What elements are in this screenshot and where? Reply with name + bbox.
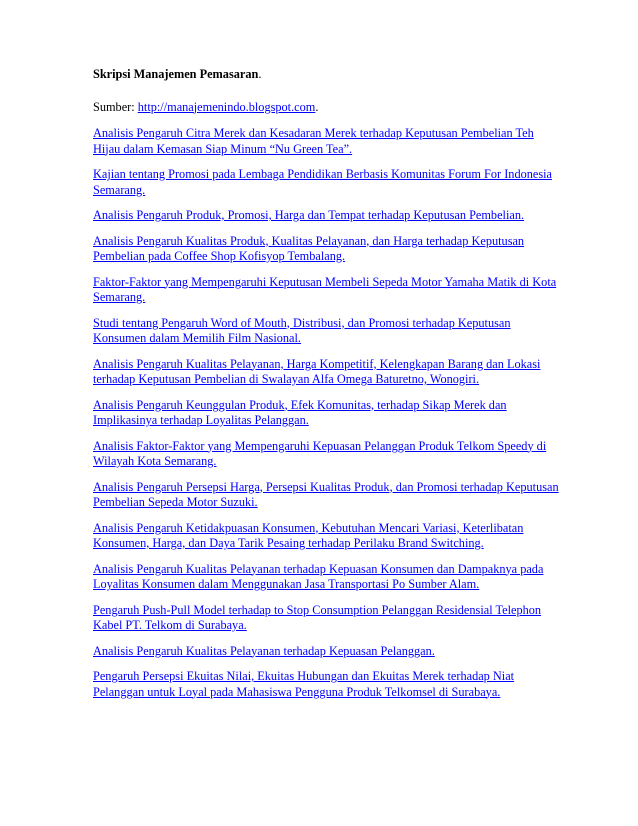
list-item [93,357,563,388]
list-item [93,167,563,198]
thesis-link[interactable]: Faktor-Faktor yang Mempengaruhi Keputusan Membeli Sepeda Motor Yamaha Matik di Kota Semarang. [93,274,557,304]
list-item [93,521,563,552]
thesis-link[interactable]: Analisis Pengaruh Kualitas Pelayanan terhadap Kepuasan Pelanggan. [93,643,435,658]
list-item [93,669,563,700]
thesis-link-list [93,126,563,700]
list-item [93,208,563,224]
heading-suffix: . [258,67,262,81]
thesis-link[interactable]: Studi tentang Pengaruh Word of Mouth, Distribusi, dan Promosi terhadap Keputusan Konsumen dalam Memilih Film Nasional. [93,315,511,345]
document-heading [93,67,563,83]
list-item [93,439,563,470]
thesis-link[interactable]: Analisis Pengaruh Persepsi Harga, Persepsi Kualitas Produk, dan Promosi terhadap Keputusan Pembelian Sepeda Motor Suzuki. [93,479,559,509]
list-item [93,603,563,634]
list-item [93,562,563,593]
thesis-link[interactable]: Analisis Pengaruh Kualitas Pelayanan, Harga Kompetitif, Kelengkapan Barang dan Lokasi terhadap Keputusan Pembelian di Swalayan Alfa Omega Baturetno, Wonogiri. [93,356,541,386]
list-item [93,644,563,660]
thesis-link[interactable]: Pengaruh Persepsi Ekuitas Nilai, Ekuitas Hubungan dan Ekuitas Merek terhadap Niat Pelanggan untuk Loyal pada Mahasiswa Pengguna Produk Telkomsel di Surabaya. [93,669,515,699]
list-item [93,398,563,429]
source-label: Sumber: [93,99,138,114]
source-suffix: . [315,99,319,114]
thesis-link[interactable]: Analisis Pengaruh Kualitas Produk, Kualitas Pelayanan, dan Harga terhadap Keputusan Pembelian pada Coffee Shop Kofisyop Tembalang. [93,233,525,263]
thesis-link[interactable]: Analisis Pengaruh Produk, Promosi, Harga dan Tempat terhadap Keputusan Pembelian. [93,208,525,222]
source-line [93,100,563,116]
source-link[interactable]: http://manajemenindo.blogspot.com [137,99,316,114]
thesis-link[interactable]: Kajian tentang Promosi pada Lembaga Pendidikan Berbasis Komunitas Forum For Indonesia Semarang. [93,167,553,197]
list-item [93,275,563,306]
list-item [93,316,563,347]
thesis-link[interactable]: Analisis Pengaruh Keunggulan Produk, Efek Komunitas, terhadap Sikap Merek dan Implikasinya terhadap Loyalitas Pelanggan. [93,397,507,427]
thesis-link[interactable]: Analisis Pengaruh Ketidakpuasan Konsumen, Kebutuhan Mencari Variasi, Keterlibatan Konsumen, Harga, dan Daya Tarik Pesaing terhadap Perilaku Brand Switching. [93,520,524,550]
list-item [93,126,563,157]
thesis-link[interactable]: Analisis Pengaruh Kualitas Pelayanan terhadap Kepuasan Konsumen dan Dampaknya pada Loyalitas Konsumen dalam Menggunakan Jasa Transportasi Po Sumber Alam. [93,561,544,591]
list-item [93,234,563,265]
thesis-link[interactable]: Analisis Faktor-Faktor yang Mempengaruhi Kepuasan Pelanggan Produk Telkom Speedy di Wilayah Kota Semarang. [93,438,547,468]
heading-text: Skripsi Manajemen Pemasaran [93,67,259,81]
list-item [93,480,563,511]
document-page [93,67,563,710]
thesis-link[interactable]: Analisis Pengaruh Citra Merek dan Kesadaran Merek terhadap Keputusan Pembelian Teh Hijau dalam Kemasan Siap Minum “Nu Green Tea”. [93,126,534,156]
thesis-link[interactable]: Pengaruh Push-Pull Model terhadap to Stop Consumption Pelanggan Residensial Telephon Kabel PT. Telkom di Surabaya. [93,602,542,632]
